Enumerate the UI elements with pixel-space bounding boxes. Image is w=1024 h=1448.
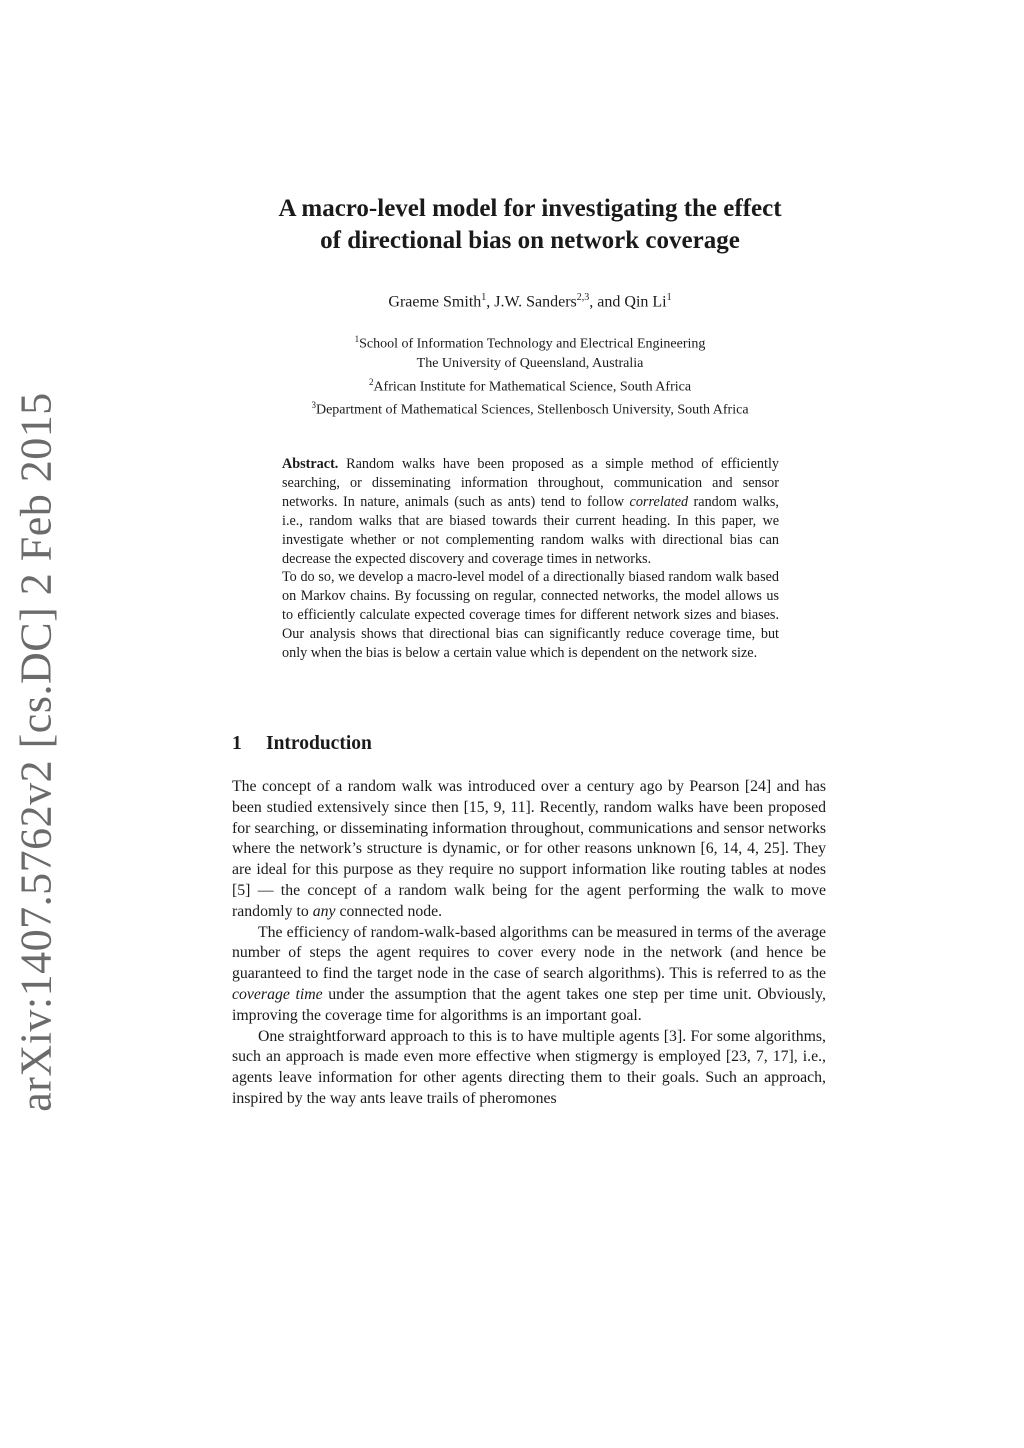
paper-title (200, 193, 860, 257)
affiliation-mark: 3 (311, 400, 316, 411)
body-paragraph: One straightforward approach to this is to have multiple agents [3]. For some algorithms, such an approach is made even more effective when stigmergy is employed [23, 7, 17], i.e., agents leave information for other agents directing them to their goals. Such an approach, inspired by the way ants leave trails of pheromones (232, 1027, 826, 1107)
affiliation-line (200, 373, 860, 397)
title-line-2: of directional bias on network coverage (320, 227, 740, 254)
author-name: Qin Li (624, 293, 667, 311)
abstract-paragraph (282, 455, 779, 568)
section-number: 1 (232, 733, 242, 754)
author-separator: , and (589, 293, 625, 311)
author-separator: , (486, 293, 495, 311)
body-text: under the assumption that the agent takes one step per time unit. Obviously, improving the coverage time for algorithms is an important goal. (232, 985, 826, 1024)
section-title: Introduction (266, 733, 372, 754)
body-text: connected node. (335, 902, 443, 920)
body-emphasis: any (312, 902, 336, 920)
affiliations (200, 330, 860, 420)
affiliation-mark: 2 (368, 376, 374, 387)
abstract-heading: Abstract. (282, 456, 339, 472)
arxiv-identifier: arXiv:1407.5762v2 [cs.DC] 2 Feb 2015 (11, 392, 61, 1112)
body-emphasis: coverage time (232, 985, 323, 1003)
author-affil-mark: 2,3 (576, 292, 590, 303)
affiliation-text: The University of Queensland, Australia (416, 355, 644, 371)
affiliation-line (200, 354, 860, 373)
author-name: Graeme Smith (388, 293, 482, 311)
body-paragraph (232, 777, 826, 923)
section-body (232, 777, 826, 1110)
abstract-paragraph: To do so, we develop a macro-level model of a directionally biased random walk based on Markov chains. By focussing on regular, connected networks, the model allows us to efficiently calculate expected coverage times for different network sizes and biases. Our analysis shows that directional bias can significantly reduce coverage time, but only when the bias is below a certain value which is dependent on the network size. (282, 569, 779, 662)
body-paragraph (232, 923, 826, 1027)
author-list (200, 292, 860, 311)
affiliation-text: School of Information Technology and Electrical Engineering (359, 336, 706, 352)
author-name: J.W. Sanders (494, 293, 577, 311)
body-text: The efficiency of random-walk-based algorithms can be measured in terms of the average number of steps the agent requires to cover every node in the network (and hence be guaranteed to find the target node in the case of search algorithms). This is referred to as the (232, 923, 826, 983)
abstract-text: random walks, i.e., random walks that are biased towards their current heading. In this paper, we investigate whether or not complementing random walks with directional bias can decrease the expected discovery and coverage times in networks. (282, 493, 779, 567)
abstract-emphasis: correlated (629, 493, 689, 510)
affiliation-mark: 1 (354, 334, 360, 344)
section-heading (232, 733, 372, 755)
abstract (282, 455, 779, 663)
title-line-1: A macro-level model for investigating the effect (278, 195, 782, 222)
affiliation-text: African Institute for Mathematical Science, South Africa (373, 379, 692, 395)
abstract-text: Random walks have been proposed as a simple method of efficiently searching, or disseminating information throughout, communication and sensor networks. In nature, animals (such as ants) tend to follow (282, 456, 779, 510)
affiliation-line (200, 396, 860, 420)
body-text: The concept of a random walk was introduced over a century ago by Pearson [24] and has been studied extensively since then [15, 9, 11]. Recently, random walks have been proposed for searching, or disseminating information throughout, communications and sensor networks where the network’s structure is dynamic, or for other reasons unknown [6, 14, 4, 25]. They are ideal for this purpose as they require no support information like routing tables at nodes [5] — the concept of a random walk being for the agent performing the walk to move randomly to (232, 778, 826, 920)
author-affil-mark: 1 (481, 292, 487, 303)
author-affil-mark: 1 (666, 292, 672, 303)
affiliation-line (200, 330, 860, 354)
affiliation-text: Department of Mathematical Sciences, Stellenbosch University, South Africa (315, 402, 749, 418)
